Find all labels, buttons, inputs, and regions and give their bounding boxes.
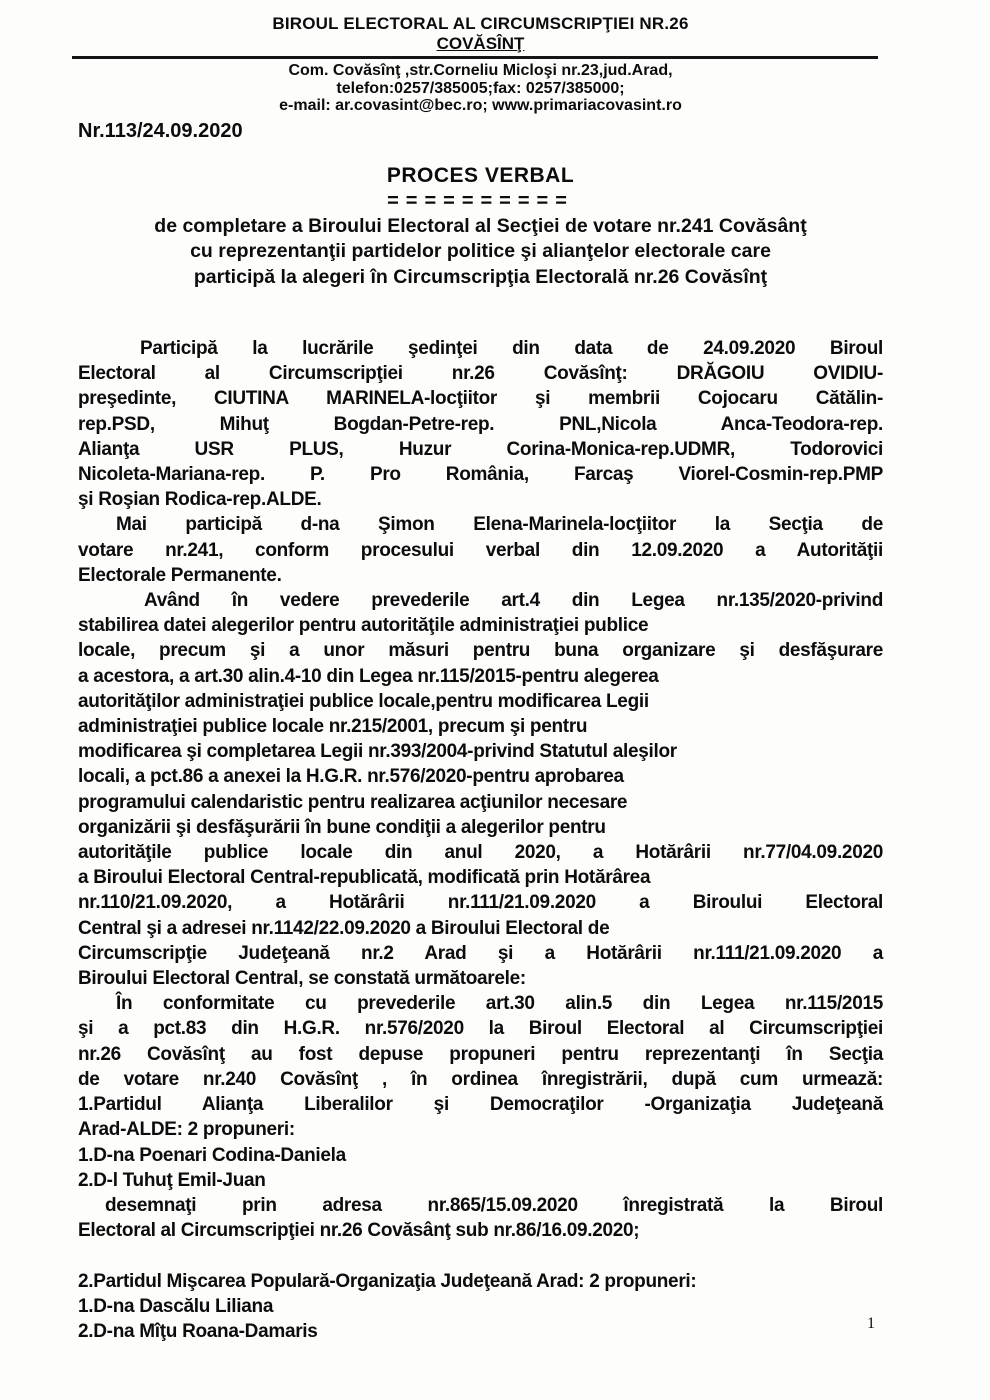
body-line: organizării şi desfăşurării în bune condiţii a alegerilor pentru <box>78 816 606 838</box>
body-line: programului calendaristic pentru realizarea acţiunilor necesare <box>78 791 628 813</box>
body-line: a acestora, a art.30 alin.4-10 din Legea nr.115/2015-pentru alegerea <box>78 665 659 687</box>
body-line: Alianţa USR PLUS, Huzur Corina-Monica-rep.UDMR, Todorovici <box>78 438 883 460</box>
body-line: Electoral al Circumscripţiei nr.26 Covăsânţ sub nr.86/16.09.2020; <box>78 1220 640 1242</box>
body-line: autorităţilor administraţiei publice locale,pentru modificarea Legii <box>78 690 649 712</box>
title-block <box>78 163 883 291</box>
subtitle-line: participă la alegeri în Circumscripţia Electorală nr.26 Covăsînţ <box>193 265 768 288</box>
body-line: Nicoleta-Mariana-rep. P. Pro România, Farcaş Viorel-Cosmin-rep.PMP <box>78 464 883 486</box>
body-line: de votare nr.240 Covăsînţ , în ordinea înregistrării, după cum urmează: <box>78 1068 883 1090</box>
body-line: Având în vedere prevederile art.4 din Legea nr.135/2020-privind <box>144 590 883 612</box>
body-line <box>78 1243 883 1268</box>
doc-title: PROCES VERBAL <box>386 163 575 187</box>
body-line: desemnaţi prin adresa nr.865/15.09.2020 înregistrată la Biroul <box>105 1194 883 1216</box>
body-line: nr.26 Covăsînţ au fost depuse propuneri pentru reprezentanţi în Secţia <box>78 1043 883 1065</box>
title-separator: ========== <box>387 189 574 212</box>
body-line: rep.PSD, Mihuţ Bogdan-Petre-rep. PNL,Nicola Anca-Teodora-rep. <box>78 413 883 435</box>
body-line: modificarea şi completarea Legii nr.393/2004-privind Statutul aleşilor <box>78 741 677 763</box>
body-line: Electorale Permanente. <box>78 564 282 586</box>
org-phone-fax: telefon:0257/385005;fax: 0257/385000; <box>336 79 625 97</box>
page-number: 1 <box>867 1315 875 1332</box>
body-line: Circumscripţie Judeţeană nr.2 Arad şi a Hotărârii nr.111/21.09.2020 a <box>78 942 883 964</box>
body-line: nr.110/21.09.2020, a Hotărârii nr.111/21.09.2020 a Biroului Electoral <box>78 892 883 914</box>
body-line: şi a pct.83 din H.G.R. nr.576/2020 la Biroul Electoral al Circumscripţiei <box>78 1018 883 1040</box>
body-line: 2.Partidul Mişcarea Populară-Organizaţia Judeţeană Arad: 2 propuneri: <box>78 1270 697 1292</box>
org-name-line1: BIROUL ELECTORAL AL CIRCUMSCRIPŢIEI NR.26 <box>272 14 689 33</box>
header-rule <box>72 56 878 59</box>
body-line: autorităţile publice locale din anul 2020, a Hotărârii nr.77/04.09.2020 <box>78 842 883 864</box>
body-line: şi Roşian Rodica-rep.ALDE. <box>78 489 322 511</box>
body-line: stabilirea datei alegerilor pentru autorităţile administraţiei publice <box>78 615 649 637</box>
body-line: preşedinte, CIUTINA MARINELA-locţiitor şi membrii Cojocaru Cătălin- <box>78 388 883 410</box>
doc-subtitle <box>78 214 883 291</box>
doc-number: Nr.113/24.09.2020 <box>78 119 243 142</box>
body-line: În conformitate cu prevederile art.30 alin.5 din Legea nr.115/2015 <box>116 993 883 1015</box>
body-line: votare nr.241, conform procesului verbal din 12.09.2020 a Autorităţii <box>78 539 883 561</box>
org-name-line2: COVĂSÎNŢ <box>436 34 525 53</box>
body-line: 2.D-l Tuhuţ Emil-Juan <box>78 1169 266 1191</box>
body-line: Participă la lucrările şedinţei din data de 24.09.2020 Biroul <box>140 338 883 359</box>
body-line: Mai participă d-na Şimon Elena-Marinela-locţiitor la Secţia de <box>116 514 883 536</box>
body-line: 2.D-na Mîţu Roana-Damaris <box>78 1320 318 1342</box>
document-header <box>78 13 883 143</box>
body-line: Arad-ALDE: 2 propuneri: <box>78 1119 295 1141</box>
document-content <box>78 13 883 1344</box>
org-email-web: e-mail: ar.covasint@bec.ro; www.primariacovasint.ro <box>279 97 682 114</box>
subtitle-line: de completare a Biroului Electoral al Secţiei de votare nr.241 Covăsânţ <box>154 214 807 237</box>
body-line: a Biroului Electoral Central-republicată, modificată prin Hotărârea <box>78 867 651 889</box>
body-line: Electoral al Circumscripţiei nr.26 Covăsînţ: DRĂGOIU OVIDIU- <box>78 363 883 385</box>
body-line: Central şi a adresei nr.1142/22.09.2020 a Biroului Electoral de <box>78 917 610 939</box>
body-line: administraţiei publice locale nr.215/2001, precum şi pentru <box>78 716 588 738</box>
body-line: locali, a pct.86 a anexei la H.G.R. nr.576/2020-pentru aprobarea <box>78 766 624 788</box>
body-line: Biroului Electoral Central, se constată următoarele: <box>78 968 526 990</box>
body-line: 1.Partidul Alianţa Liberalilor şi Democraţilor -Organizaţia Judeţeană <box>78 1094 883 1116</box>
body-line: 1.D-na Poenari Codina-Daniela <box>78 1144 346 1166</box>
body-line: locale, precum şi a unor măsuri pentru buna organizare şi desfăşurare <box>78 640 883 662</box>
org-address: Com. Covăsînţ ,str.Corneliu Micloşi nr.23,jud.Arad, <box>288 62 673 79</box>
subtitle-line: cu reprezentanţii partidelor politice şi alianţelor electorale care <box>190 240 771 262</box>
body-text <box>78 336 883 1344</box>
body-line: 1.D-na Dascălu Liliana <box>78 1295 274 1317</box>
